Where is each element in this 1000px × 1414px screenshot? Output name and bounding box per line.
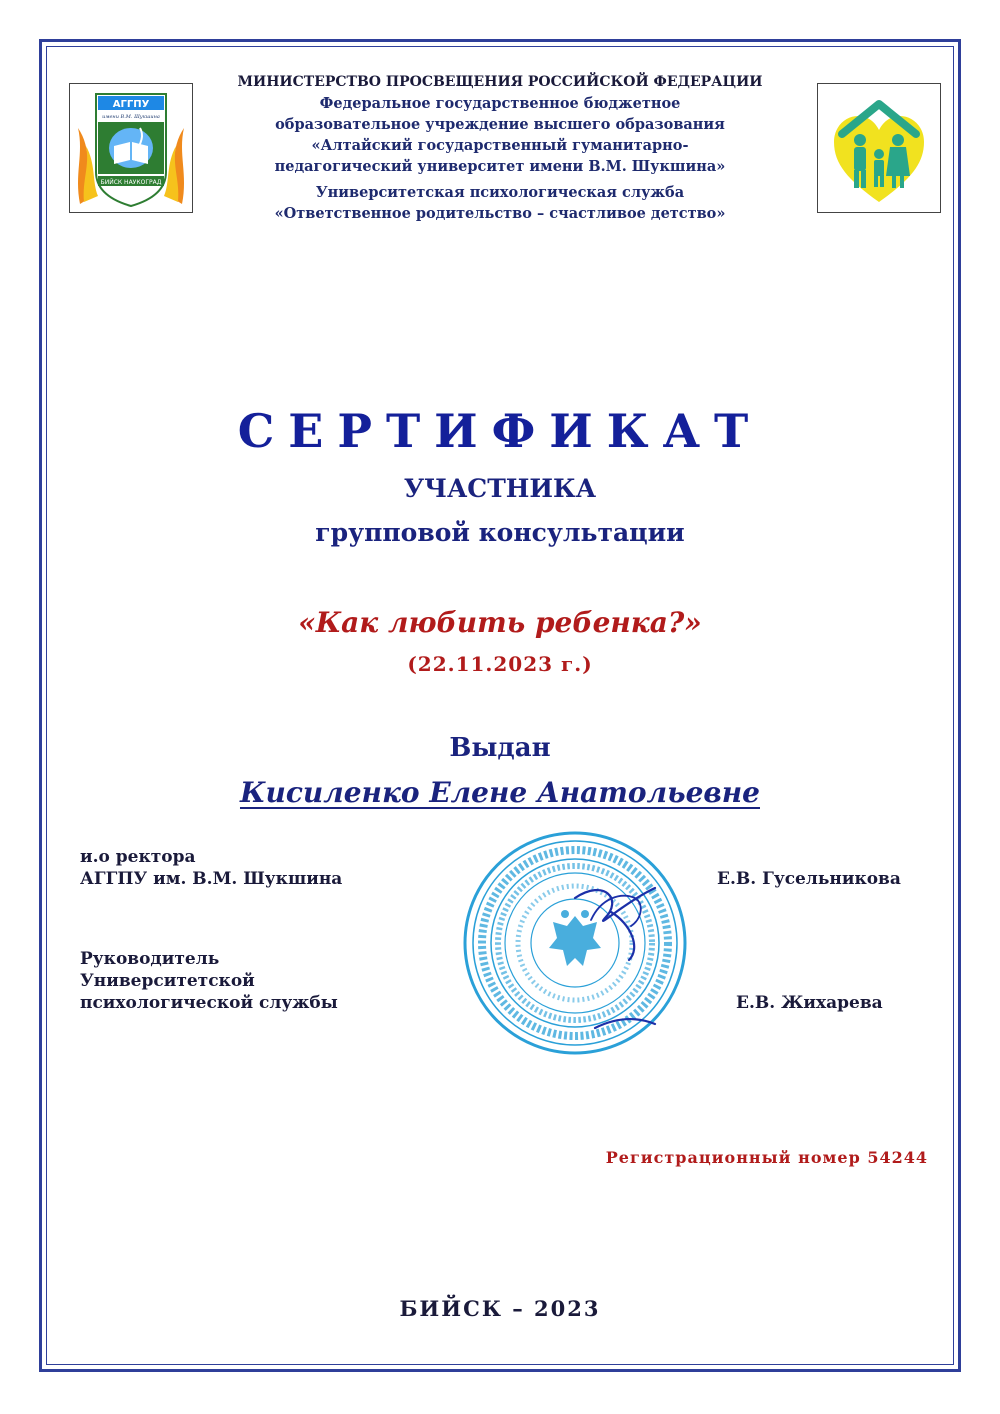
- head-title-line-1: Руководитель: [80, 949, 220, 969]
- service-name: Университетская психологическая служба: [315, 184, 685, 201]
- head-title: [80, 948, 338, 1014]
- registration-number: Регистрационный номер 54244: [605, 1148, 928, 1167]
- stamp-seal-icon: [455, 828, 695, 1058]
- consultation-topic: «Как любить ребенка?»: [298, 606, 702, 639]
- certificate-title: СЕРТИФИКАТ: [237, 404, 763, 458]
- ministry-name: МИНИСТЕРСТВО ПРОСВЕЩЕНИЯ РОССИЙСКОЙ ФЕДЕРАЦИИ: [237, 74, 763, 90]
- rector-name: Е.В. Гусельникова: [717, 869, 901, 889]
- logo-sub-text: имени В.М. Шукшина: [102, 114, 160, 120]
- rector-title: [80, 846, 342, 890]
- university-logo: [69, 83, 193, 213]
- head-title-line-3: психологической службы: [80, 993, 338, 1013]
- inner-border: [46, 46, 954, 1365]
- service-motto: «Ответственное родительство – счастливое детство»: [274, 205, 726, 222]
- family-service-logo: [817, 83, 941, 213]
- recipient-name: Кисиленко Елене Анатольевне: [239, 776, 760, 809]
- header: [190, 72, 810, 224]
- rector-title-line-1: и.о ректора: [80, 847, 196, 867]
- head-title-line-2: Университетской: [80, 971, 255, 991]
- institution-line-1: Федеральное государственное бюджетное: [319, 95, 681, 112]
- institution-line-2: образовательное учреждение высшего образования: [275, 116, 725, 133]
- logo-bottom-text: БИЙСК НАУКОГРАД: [100, 179, 162, 186]
- logo-top-text: АГГПУ: [112, 99, 150, 110]
- certificate-event-type: групповой консультации: [315, 518, 685, 547]
- family-heart-icon: [818, 84, 940, 212]
- consultation-date: (22.11.2023 г.): [407, 652, 593, 676]
- issued-label: Выдан: [449, 733, 551, 763]
- institution-line-4: педагогический университет имени В.М. Шукшина»: [274, 158, 726, 175]
- institution-line-3: «Алтайский государственный гуманитарно-: [311, 137, 689, 154]
- university-emblem-icon: [70, 84, 192, 212]
- rector-title-line-2: АГГПУ им. В.М. Шукшина: [80, 869, 343, 889]
- official-stamp: [455, 828, 695, 1058]
- city-year: БИЙСК – 2023: [399, 1296, 601, 1321]
- certificate-subtitle: УЧАСТНИКА: [403, 474, 597, 503]
- head-name: Е.В. Жихарева: [736, 993, 883, 1013]
